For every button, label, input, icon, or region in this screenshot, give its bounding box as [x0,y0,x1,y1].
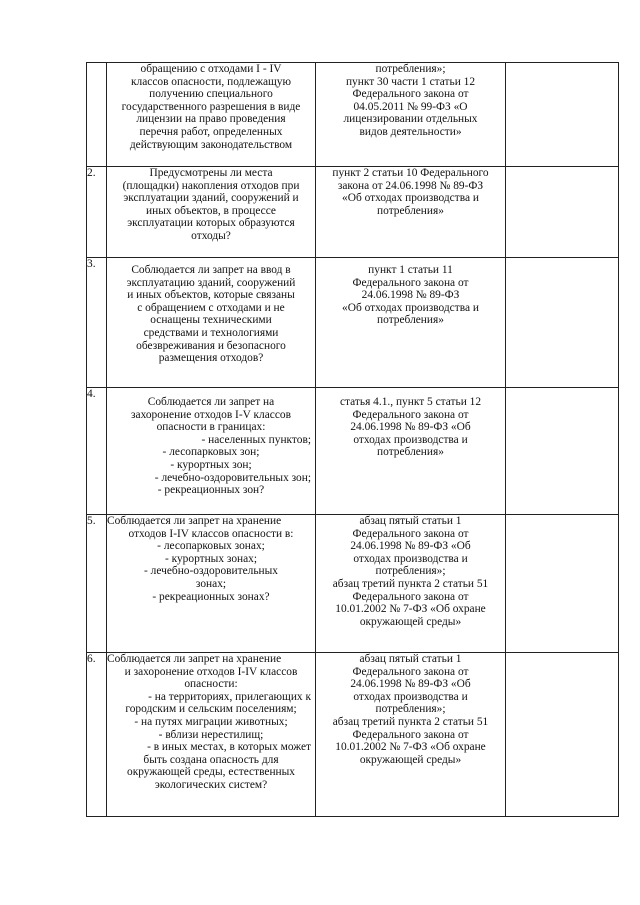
question-line: городским и сельским поселениям; [125,703,297,716]
question-line: - лечебно-оздоровительных зон; [154,471,311,484]
question-line: действующим законодательством [129,138,293,151]
question-line: Соблюдается ли запрет на хранение [107,515,282,527]
question-line: с обращением с отходами и не [137,301,285,314]
law-line: потребления»; [375,703,446,716]
question-line: - на путях миграции животных; [134,715,288,728]
question-line: иных объектов, в процессе [146,204,276,217]
law-line: абзац пятый статьи 1 [359,515,462,527]
answer-cell[interactable] [506,653,619,817]
table-row [87,653,619,817]
table-row [87,258,619,388]
law-line: окружающей среды» [359,615,462,628]
table-row [87,515,619,653]
answer-cell[interactable] [506,515,619,653]
law-line: Федерального закона от [352,276,469,289]
answer-cell[interactable] [506,258,619,388]
question-line: - курортных зон; [170,458,252,471]
question-line: опасности: [184,678,238,691]
law-line: 10.01.2002 № 7-ФЗ «Об охране [335,603,486,616]
legal-basis-cell [316,258,506,388]
question-line: Соблюдается ли запрет на хранение [107,653,282,665]
question-line: лицензии на право проведения [136,113,286,126]
question-line: - курортных зонах; [164,552,258,565]
question-cell [107,167,316,258]
question-cell [107,515,316,653]
question-line: - лесопарковых зон; [162,446,260,459]
question-line: отходов I-IV классов опасности в: [128,527,294,540]
table-row [87,63,619,167]
question-line: средствами и технологиями [143,326,279,339]
law-line: потребления» [377,314,444,327]
question-line: быть создана опасность для [143,753,279,766]
question-line: оснащены техническими [150,314,272,327]
law-line: отходах производства и [353,552,468,565]
answer-cell[interactable] [506,388,619,515]
question-line: получению специального [149,88,273,101]
law-line: Федерального закона от [352,88,469,101]
answer-cell[interactable] [506,63,619,167]
law-line: Федерального закона от [352,590,469,603]
law-line: 10.01.2002 № 7-ФЗ «Об охране [335,741,486,754]
legal-basis-cell [316,167,506,258]
row-number: 2. [87,167,107,258]
question-line: обращению с отходами I - IV [140,63,282,75]
table-row [87,167,619,258]
law-line: лицензировании отдельных [343,113,478,126]
question-line: классов опасности, подлежащую [130,75,291,88]
question-line: эксплуатации зданий, сооружений и [123,192,299,205]
law-line: «Об отходах производства и [342,301,479,314]
law-line: окружающей среды» [359,753,462,766]
law-line: Федерального закона от [352,408,469,421]
table-row [87,388,619,515]
question-line: и захоронение отходов I-IV классов [124,665,298,678]
question-line: - рекреационных зон? [157,484,265,497]
question-line: Соблюдается ли запрет на ввод в [131,264,291,276]
question-cell [107,388,316,515]
row-number: 6. [87,653,107,817]
law-line: Федерального закона от [352,665,469,678]
question-line: отходы? [191,229,231,242]
law-line: потребления»; [375,565,446,578]
law-line: абзац пятый статьи 1 [359,653,462,665]
law-line: потребления» [377,446,444,459]
question-line: перечня работ, определенных [139,125,283,138]
question-line: Соблюдается ли запрет на [147,396,275,408]
legal-basis-cell [316,388,506,515]
legal-basis-cell [316,653,506,817]
question-line: экологических систем? [154,778,268,791]
law-line: отходах производства и [353,690,468,703]
law-line: Федерального закона от [352,527,469,540]
answer-cell[interactable] [506,167,619,258]
question-line: - рекреационных зонах? [152,590,270,603]
law-line: пункт 1 статьи 11 [368,264,453,276]
law-line: потребления»; [375,63,446,75]
law-line: пункт 30 части 1 статьи 12 [345,75,476,88]
question-line: (площадки) накопления отходов при [122,179,300,192]
question-line: - лечебно-оздоровительных [144,565,278,578]
legal-basis-cell [316,515,506,653]
law-line: 24.06.1998 № 89-ФЗ «Об [350,540,471,553]
row-number: 5. [87,515,107,653]
law-line: отходах производства и [353,433,468,446]
law-line: 04.05.2011 № 99-ФЗ «О [353,100,468,113]
question-cell [107,63,316,167]
question-line: - вблизи нерестилищ; [158,728,264,741]
legal-basis-cell [316,63,506,167]
law-line: Федерального закона от [352,728,469,741]
question-line: - лесопарковых зонах; [157,540,265,553]
row-number: 4. [87,388,107,515]
question-line: захоронение отходов I-V классов [131,408,291,421]
question-line: Предусмотрены ли места [149,167,273,179]
law-line: 24.06.1998 № 89-ФЗ «Об [350,421,471,434]
law-line: 24.06.1998 № 89-ФЗ «Об [350,678,471,691]
law-line: «Об отходах производства и [342,192,479,205]
law-line: закона от 24.06.1998 № 89-ФЗ [337,179,484,192]
question-line: эксплуатации которых образуются [127,217,295,230]
question-line: размещения отходов? [158,352,264,365]
row-number: 3. [87,258,107,388]
question-cell [107,653,316,817]
law-line: потребления» [377,204,444,217]
question-line: зонах; [195,577,227,590]
question-line: опасности в границах: [156,421,266,434]
law-line: абзац третий пункта 2 статьи 51 [332,577,489,590]
question-line: и иных объектов, которые связаны [127,289,295,302]
row-number [87,63,107,167]
question-line: - на территориях, прилегающих к [148,690,311,703]
question-line: государственного разрешения в виде [121,100,301,113]
law-line: статья 4.1., пункт 5 статьи 12 [339,396,482,408]
question-line: - населенных пунктов; [201,433,311,446]
law-line: видов деятельности» [359,125,462,138]
question-line: эксплуатацию зданий, сооружений [126,276,296,289]
law-line: пункт 2 статьи 10 Федерального [332,167,489,179]
requirements-table [86,62,619,817]
question-cell [107,258,316,388]
question-line: окружающей среды, естественных [127,766,295,779]
question-line: обезвреживания и безопасного [136,339,286,352]
question-line: - в иных местах, в которых может [147,741,311,754]
law-line: абзац третий пункта 2 статьи 51 [332,715,489,728]
law-line: 24.06.1998 № 89-ФЗ [361,289,460,302]
